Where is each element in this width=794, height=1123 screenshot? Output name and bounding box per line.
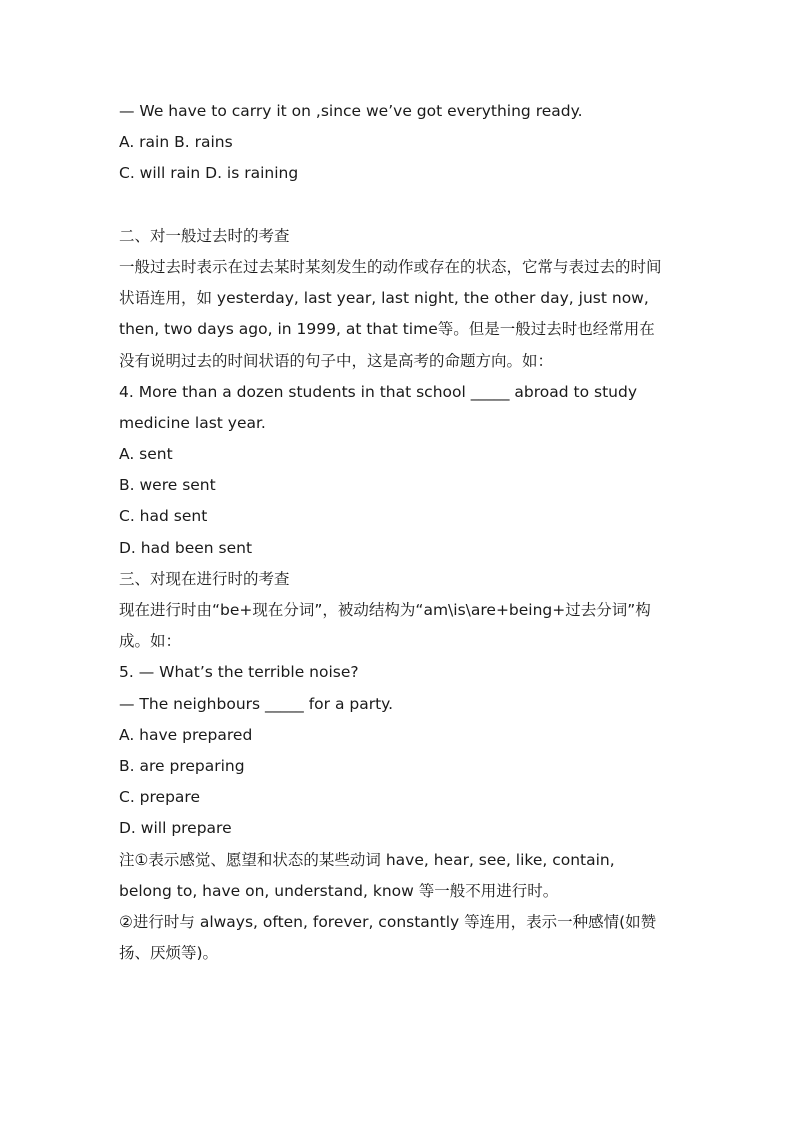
section-heading: 二、对一般过去时的考查	[119, 226, 290, 245]
dialogue-line: — The neighbours _____ for a party.	[119, 694, 394, 713]
dialogue-line: — We have to carry it on ,since we’ve got everything ready.	[119, 102, 583, 120]
question-line: 5. — What’s the terrible noise?	[119, 663, 359, 682]
option-line: D. had been sent	[119, 538, 253, 557]
paragraph-line: 成。如：	[119, 632, 182, 651]
option-line: C. prepare	[119, 788, 200, 807]
section-heading: 三、对现在进行时的考查	[119, 569, 290, 588]
paragraph-line: 状语连用，如 yesterday, last year, last night, the other day, just now,	[119, 289, 649, 308]
option-line: A. have prepared	[119, 725, 253, 744]
document-body	[119, 96, 679, 969]
option-line: D. will prepare	[119, 819, 232, 838]
question-line: medicine last year.	[119, 413, 266, 432]
option-line: A. rain B. rains	[119, 133, 233, 152]
paragraph-line: 一般过去时表示在过去某时某刻发生的动作或存在的状态，它常与表过去的时间	[119, 257, 662, 276]
paragraph-line: 现在进行时由“be+现在分词”，被动结构为“am\is\are+being+过去分词”构	[119, 601, 651, 619]
note-line: belong to, have on, understand, know 等一般不用进行时。	[119, 881, 559, 900]
option-line: A. sent	[119, 445, 173, 464]
note-line: 注①表示感觉、愿望和状态的某些动词 have, hear, see, like, contain,	[119, 850, 615, 869]
option-line: B. are preparing	[119, 756, 245, 775]
question-line: 4. More than a dozen students in that school _____ abroad to study	[119, 382, 637, 401]
option-line: C. had sent	[119, 507, 208, 526]
blank-line	[119, 190, 679, 221]
note-line: ②进行时与 always, often, forever, constantly 等连用，表示一种感情(如赞	[119, 912, 657, 931]
note-line: 扬、厌烦等)。	[119, 944, 219, 963]
paragraph-line: then, two days ago, in 1999, at that time等。但是一般过去时也经常用在	[119, 320, 655, 339]
option-line: C. will rain D. is raining	[119, 164, 299, 183]
paragraph-line: 没有说明过去的时间状语的句子中，这是高考的命题方向。如：	[119, 351, 554, 370]
option-line: B. were sent	[119, 476, 216, 495]
